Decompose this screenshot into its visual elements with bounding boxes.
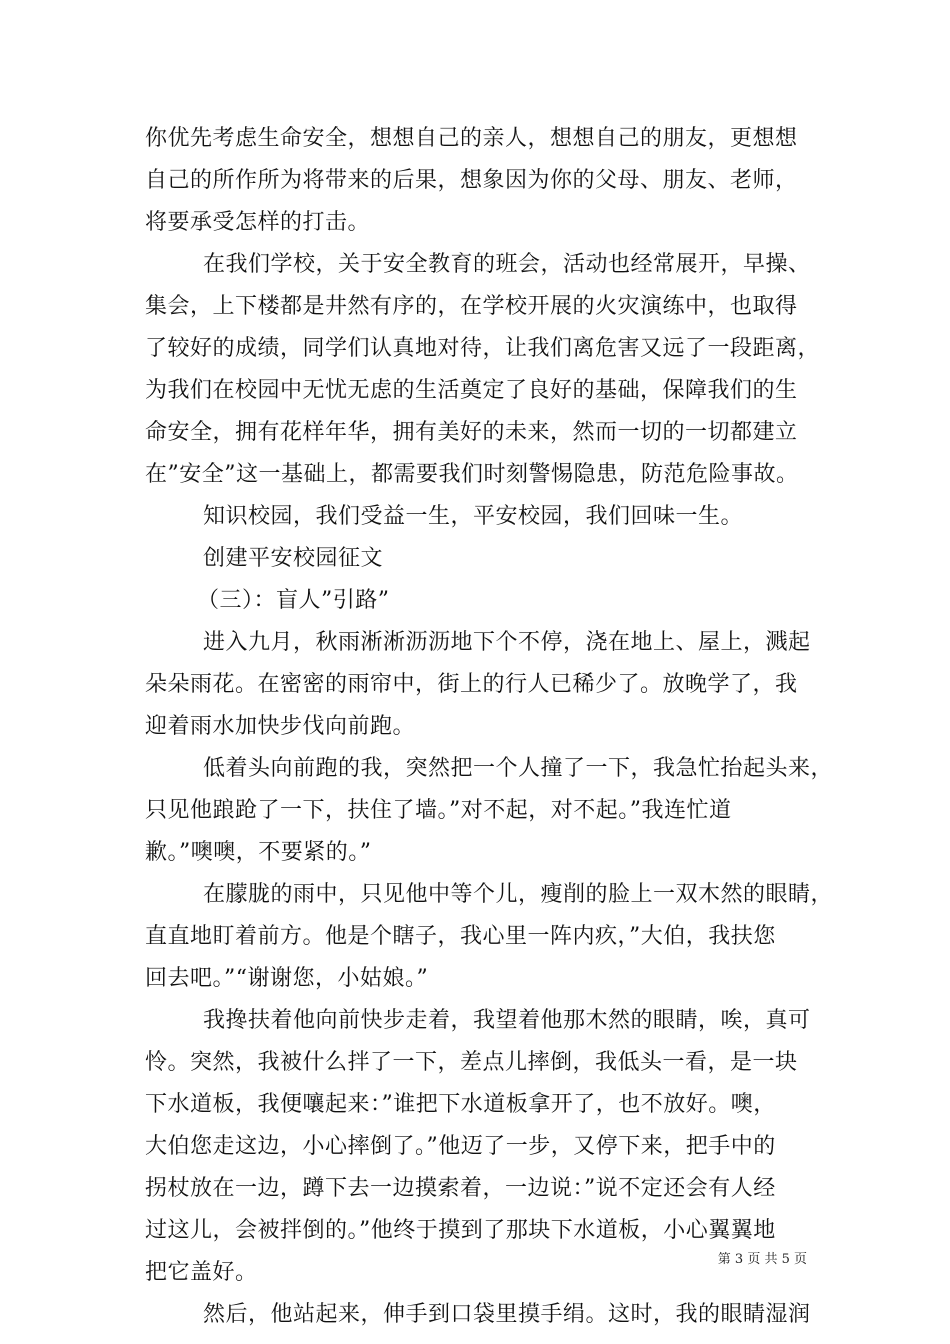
text-line-26: 拐杖放在一边，蹲下去一边摸索着，一边说：”说不定还会有人经 [145,1176,776,1201]
text-line-21: 回去吧。”“谢谢您，小姑娘。” [145,966,429,991]
text-line-4: 在我们学校，关于安全教育的班会，活动也经常展开，早操、 [203,252,811,277]
text-line-23: 怜。突然，我被什么拌了一下，差点儿摔倒，我低头一看，是一块 [145,1050,798,1075]
text-line-28: 把它盖好。 [145,1260,258,1285]
text-line-5: 集会，上下楼都是井然有序的，在学校开展的火灾演练中，也取得 [145,294,798,319]
text-line-8: 命安全，拥有花样年华，拥有美好的未来，然而一切的一切都建立 [145,420,798,445]
text-line-14: 朵朵雨花。在密密的雨帘中，街上的行人已稀少了。放晚学了，我 [145,672,798,697]
text-line-13: 进入九月，秋雨淅淅沥沥地下个不停，浇在地上、屋上，溅起 [203,630,811,655]
text-line-20: 直直地盯着前方。他是个瞎子，我心里一阵内疚，”大伯，我扶您 [145,924,776,949]
text-line-16: 低着头向前跑的我，突然把一个人撞了一下，我急忙抬起头来， [203,756,834,781]
document-body [145,118,834,1336]
text-line-1: 你优先考虑生命安全，想想自己的亲人，想想自己的朋友，更想想 [145,126,798,151]
text-line-15: 迎着雨水加快步伐向前跑。 [145,714,416,739]
text-line-18: 歉。”噢噢，不要紧的。” [145,840,372,865]
page-number: 第 3 页 共 5 页 [717,1252,807,1267]
text-line-25: 大伯您走这边，小心摔倒了。”他迈了一步，又停下来，把手中的 [145,1134,776,1159]
text-line-19: 在朦胧的雨中，只见他中等个儿，瘦削的脸上一双木然的眼睛， [203,882,834,907]
text-line-22: 我搀扶着他向前快步走着，我望着他那木然的眼睛，唉，真可 [203,1008,811,1033]
text-line-17: 只见他踉跄了一下，扶住了墙。”对不起，对不起。”我连忙道 [145,798,732,823]
text-line-2: 自己的所作所为将带来的后果，想象因为你的父母、朋友、老师， [145,168,798,193]
text-line-7: 为我们在校园中无忧无虑的生活奠定了良好的基础，保障我们的生 [145,378,798,403]
text-line-3: 将要承受怎样的打击。 [145,210,371,235]
text-line-10: 知识校园，我们受益一生，平安校园，我们回味一生。 [203,504,744,529]
text-line-24: 下水道板，我便嚷起来：”谁把下水道板拿开了，也不放好。噢， [145,1092,776,1117]
text-line-6: 了较好的成绩，同学们认真地对待，让我们离危害又远了一段距离， [145,336,821,361]
text-line-29: 然后，他站起来，伸手到口袋里摸手绢。这时，我的眼睛湿润 [203,1302,811,1327]
section-subheading: （三）：盲人”引路” [197,588,390,613]
text-line-27: 过这儿，会被拌倒的。”他终于摸到了那块下水道板，小心翼翼地 [145,1218,776,1243]
text-line-9: 在”安全”这一基础上，都需要我们时刻警惕隐患，防范危险事故。 [145,462,799,487]
section-heading: 创建平安校园征文 [203,546,384,571]
